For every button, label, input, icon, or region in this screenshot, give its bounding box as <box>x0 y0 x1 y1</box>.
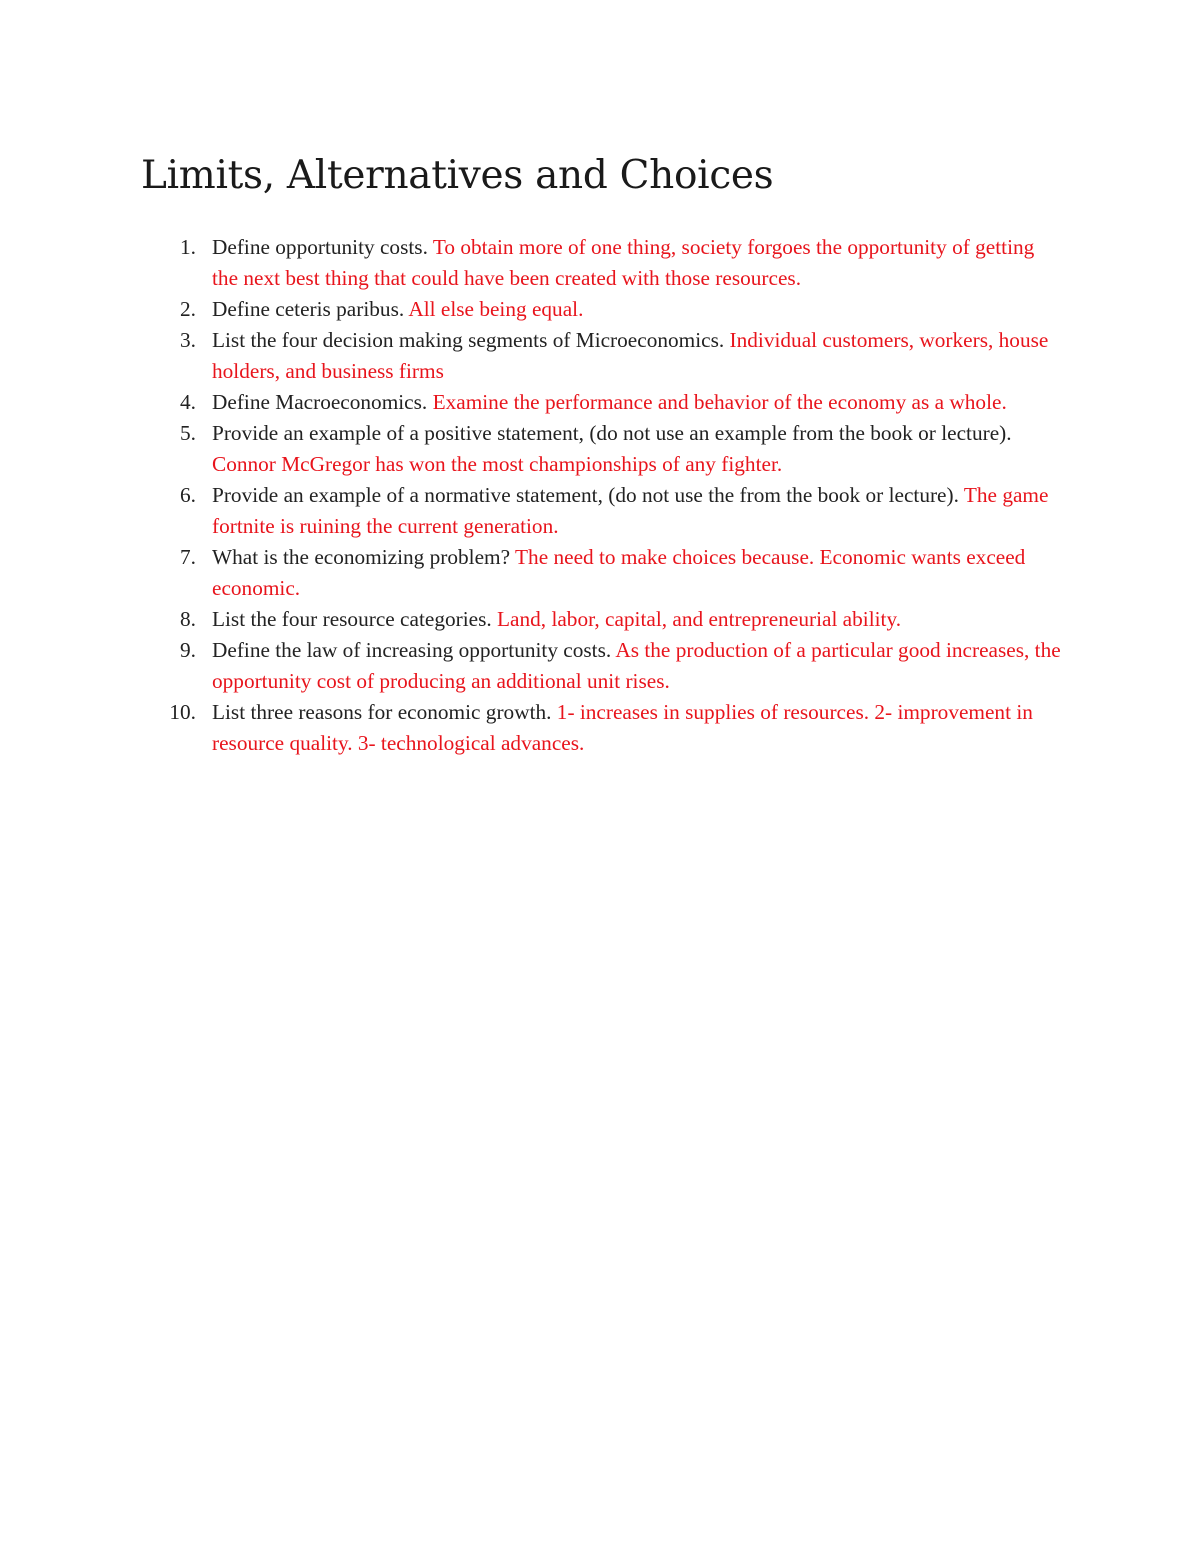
list-item-3 <box>162 325 1062 387</box>
question-text: Define opportunity costs. <box>212 235 428 259</box>
list-item-10 <box>162 697 1062 759</box>
list-item-1 <box>162 232 1062 294</box>
item-number: 4. <box>180 390 196 414</box>
item-number: 7. <box>180 545 196 569</box>
question-text: List the four resource categories. <box>212 607 492 631</box>
item-number: 9. <box>180 638 196 662</box>
answer-text: Connor McGregor has won the most championships of any fighter. <box>212 452 783 476</box>
question-text: List the four decision making segments of Microeconomics. <box>212 328 725 352</box>
question-list <box>162 232 1062 759</box>
answer-text: As the production of a particular good increases, the opportunity cost of producing an additional unit rises. <box>212 638 1061 693</box>
list-item-8 <box>162 604 1062 635</box>
question-text: Define the law of increasing opportunity costs. <box>212 638 612 662</box>
list-item-9 <box>162 635 1062 697</box>
list-item-4 <box>162 387 1062 418</box>
list-item-7 <box>162 542 1062 604</box>
answer-text: All else being equal. <box>408 297 584 321</box>
item-number: 6. <box>180 483 196 507</box>
item-number: 1. <box>180 235 196 259</box>
list-item-5 <box>162 418 1062 480</box>
item-number: 10. <box>169 700 196 724</box>
answer-text: The game fortnite is ruining the current generation. <box>212 483 1049 538</box>
item-number: 2. <box>180 297 196 321</box>
answer-text: The need to make choices because. Economic wants exceed economic. <box>212 545 1026 600</box>
question-text: Provide an example of a normative statement, (do not use the from the book or lecture). <box>212 483 959 507</box>
question-text: List three reasons for economic growth. <box>212 700 552 724</box>
list-item-2 <box>162 294 1062 325</box>
answer-text: 1- increases in supplies of resources. 2- improvement in resource quality. 3- technological advances. <box>212 700 1033 755</box>
question-text: What is the economizing problem? <box>212 545 511 569</box>
answer-text: Examine the performance and behavior of the economy as a whole. <box>432 390 1007 414</box>
item-number: 5. <box>180 421 196 445</box>
item-number: 8. <box>180 607 196 631</box>
question-text: Provide an example of a positive statement, (do not use an example from the book or lecture). <box>212 421 1012 445</box>
list-item-6 <box>162 480 1062 542</box>
answer-text: Land, labor, capital, and entrepreneurial ability. <box>497 607 902 631</box>
question-text: Define Macroeconomics. <box>212 390 428 414</box>
answer-text: To obtain more of one thing, society forgoes the opportunity of getting the next best thing that could have been created with those resources. <box>212 235 1035 290</box>
question-text: Define ceteris paribus. <box>212 297 405 321</box>
document-title: Limits, Alternatives and Choices <box>141 153 774 198</box>
answer-text: Individual customers, workers, house holders, and business firms <box>212 328 1049 383</box>
item-number: 3. <box>180 328 196 352</box>
